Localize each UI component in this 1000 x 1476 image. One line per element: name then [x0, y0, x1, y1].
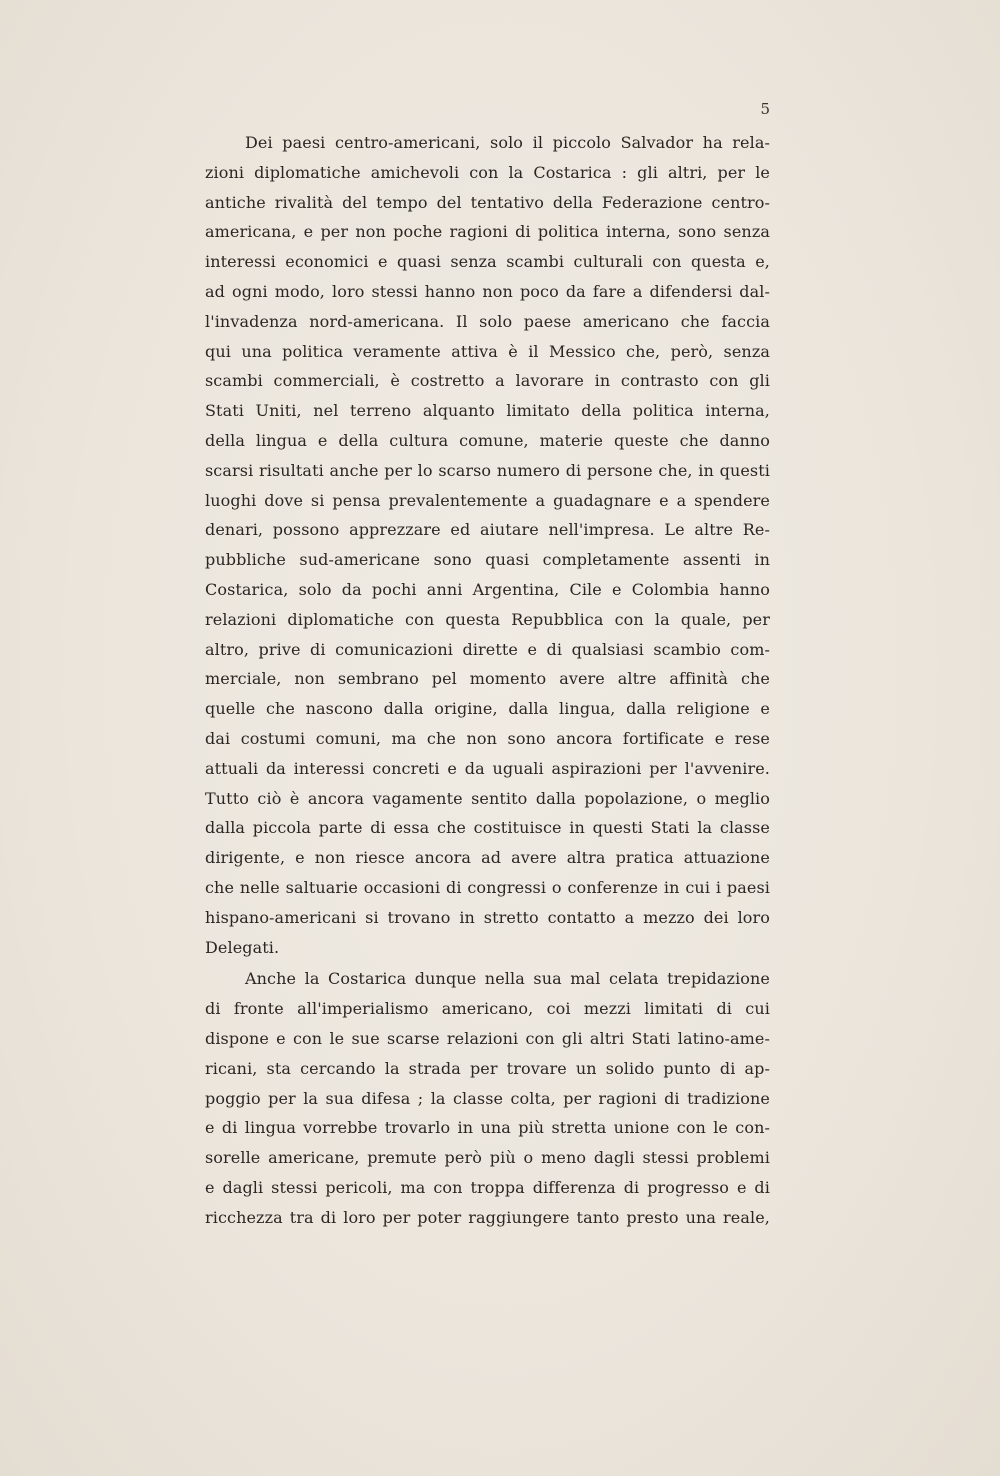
text-line: interessi economici e quasi senza scambi culturali con questa e,: [205, 252, 770, 272]
text-line: che nelle saltuarie occasioni di congressi o conferenze in cui i paesi: [205, 877, 770, 897]
paragraph-2: [205, 964, 770, 1232]
text-line: Anche la Costarica dunque nella sua mal celata trepidazione: [245, 969, 770, 989]
text-line: denari, possono apprezzare ed aiutare nell'impresa. Le altre Re-: [205, 520, 770, 540]
text-line: Dei paesi centro-americani, solo il piccolo Salvador ha rela-: [245, 133, 770, 152]
text-line: ricchezza tra di loro per poter raggiungere tanto presto una reale,: [205, 1207, 770, 1227]
text-line: di fronte all'imperialismo americano, coi mezzi limitati di cui: [205, 999, 770, 1019]
text-line: pubbliche sud-americane sono quasi completamente assenti in: [205, 550, 770, 570]
text-line: zioni diplomatiche amichevoli con la Costarica : gli altri, per le: [205, 162, 770, 182]
page-number: 5: [760, 100, 770, 118]
text-line: americana, e per non poche ragioni di politica interna, sono senza: [205, 222, 770, 242]
text-line: dirigente, e non riesce ancora ad avere altra pratica attuazione: [205, 848, 770, 868]
text-line: dispone e con le sue scarse relazioni con gli altri Stati latino-ame-: [205, 1028, 770, 1048]
text-line: e dagli stessi pericoli, ma con troppa differenza di progresso e di: [205, 1177, 770, 1197]
text-line: Costarica, solo da pochi anni Argentina, Cile e Colombia hanno: [205, 579, 770, 599]
text-line: Tutto ciò è ancora vagamente sentito dalla popolazione, o meglio: [205, 788, 770, 808]
text-line: dalla piccola parte di essa che costituisce in questi Stati la classe: [205, 818, 770, 838]
text-line: ricani, sta cercando la strada per trovare un solido punto di ap-: [205, 1058, 770, 1078]
text-line: scambi commerciali, è costretto a lavorare in contrasto con gli: [205, 371, 770, 391]
text-line: Delegati.: [205, 937, 280, 957]
text-line: altro, prive di comunicazioni dirette e di qualsiasi scambio com-: [205, 639, 770, 659]
text-line: ad ogni modo, loro stessi hanno non poco da fare a difendersi dal-: [205, 281, 770, 301]
text-line: merciale, non sembrano pel momento avere altre affinità che: [205, 669, 770, 689]
body-text: [205, 128, 770, 1232]
text-line: e di lingua vorrebbe trovarlo in una più stretta unione con le con-: [205, 1118, 770, 1138]
text-line: Stati Uniti, nel terreno alquanto limitato della politica interna,: [205, 401, 770, 421]
text-line: quelle che nascono dalla origine, dalla lingua, dalla religione e: [205, 699, 770, 719]
paragraph-1: [205, 128, 770, 962]
text-line: della lingua e della cultura comune, materie queste che danno: [205, 430, 770, 450]
text-line: l'invadenza nord-americana. Il solo paese americano che faccia: [205, 311, 770, 331]
text-line: scarsi risultati anche per lo scarso numero di persone che, in questi: [205, 460, 770, 480]
text-line: luoghi dove si pensa prevalentemente a guadagnare e a spendere: [205, 490, 770, 510]
text-line: qui una politica veramente attiva è il Messico che, però, senza: [205, 341, 770, 361]
text-line: hispano-americani si trovano in stretto contatto a mezzo dei loro: [205, 907, 770, 927]
text-line: poggio per la sua difesa ; la classe colta, per ragioni di tradizione: [205, 1088, 770, 1108]
text-line: dai costumi comuni, ma che non sono ancora fortificate e rese: [205, 728, 770, 748]
text-line: antiche rivalità del tempo del tentativo della Federazione centro-: [205, 192, 770, 212]
text-line: relazioni diplomatiche con questa Repubblica con la quale, per: [205, 609, 770, 629]
text-line: attuali da interessi concreti e da uguali aspirazioni per l'avvenire.: [205, 758, 770, 778]
text-line: sorelle americane, premute però più o meno dagli stessi problemi: [205, 1148, 770, 1168]
